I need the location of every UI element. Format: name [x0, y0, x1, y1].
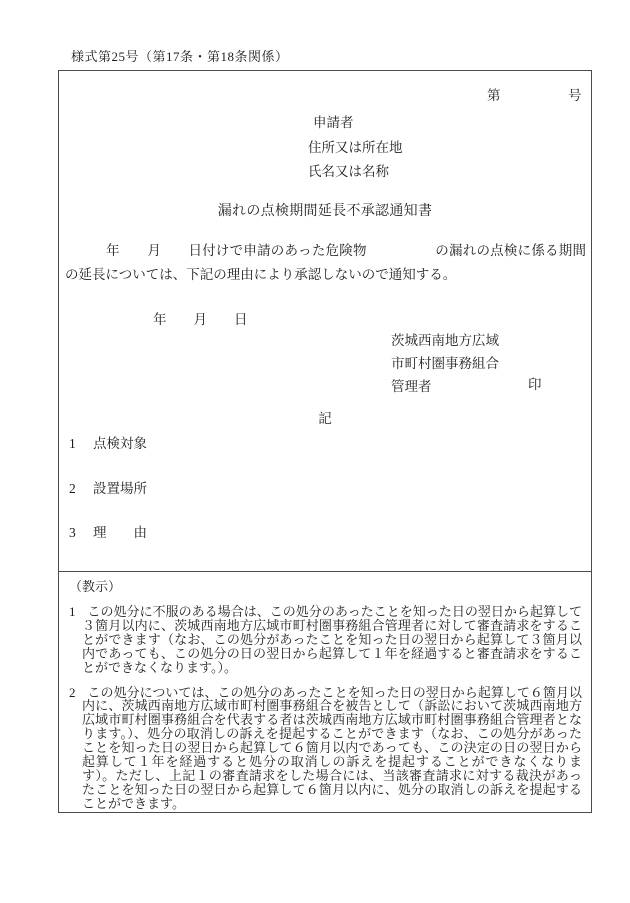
issuer-name-line-1: 茨城西南地方広域	[391, 332, 499, 348]
issuer-manager-label: 管理者	[391, 378, 432, 394]
applicant-block	[308, 111, 591, 185]
notice-form-box	[58, 70, 592, 572]
issuer-name-line-2: 市町村圏事務組合	[391, 355, 499, 371]
seal-mark: 印	[528, 376, 542, 392]
teaching-item-text: この処分に不服のある場合は、この処分のあったことを知った日の翌日から起算して３箇月以内に、茨城西南地方広域市町村圏事務組合管理者に対して審査請求をすることができます（なお、この処分があったことを知った日の翌日から起算して３箇月以内であっても、この処分の日の翌日から起算して１年を経過すると審査請求をすることができなくなります。）。	[82, 604, 582, 675]
notice-body-paragraph: 年 月 日付けで申請のあった危険物 の漏れの点検に係る期間の延長については、下記の理由により承認しないので通知する。	[65, 242, 586, 282]
record-heading: 記	[318, 410, 332, 426]
applicant-address-label: 住所又は所在地	[308, 139, 403, 155]
record-item-reason	[69, 524, 591, 542]
applicant-name-label: 氏名又は名称	[308, 164, 389, 179]
teaching-item-number: 2	[69, 684, 76, 700]
record-item-label: 点検対象	[93, 435, 147, 451]
teaching-item-lawsuit	[69, 686, 582, 811]
form-style-label: 様式第25号（第17条・第18条関係）	[71, 49, 289, 64]
issuer-block	[391, 329, 591, 398]
document-number-line: 第 号	[487, 88, 582, 103]
teaching-instructions-box	[58, 572, 592, 813]
applicant-label: 申請者	[313, 115, 354, 130]
record-item-label: 設置場所	[93, 480, 147, 496]
record-item-number: 1	[69, 435, 76, 451]
record-item-label: 理 由	[93, 524, 147, 540]
notice-title: 漏れの点検期間延長不承認通知書	[217, 203, 433, 219]
record-item-number: 2	[69, 480, 76, 496]
teaching-item-number: 1	[69, 604, 76, 619]
teaching-heading: （教示）	[69, 579, 122, 594]
record-item-inspection-target	[69, 435, 591, 453]
teaching-item-text: この処分については、この処分のあったことを知った日の翌日から起算して６箇月以内に、茨城西南地方広域市町村圏事務組合を被告として（訴訟において茨城西南地方広域市町村圏事務組合を代表する者は茨城西南地方広域市町村圏事務組合管理者となります。）、処分の取消しの訴えを提起することができます（なお、この処分があったことを知った日の翌日から起算して６箇月以内であっても、この決定の日の翌日から起算して１年を経過すると処分の取消しの訴えを提起することができなくなります）。ただし、上記１の審査請求をした場合には、当該審査請求に対する裁決があったことを知った日の翌日から起算して６箇月以内に、処分の取消しの訴えを提起することができます。	[82, 684, 582, 811]
record-item-number: 3	[69, 524, 76, 540]
record-item-installation-site	[69, 480, 591, 498]
teaching-item-review-request	[69, 605, 582, 675]
issue-date-line: 年 月 日	[153, 311, 248, 327]
